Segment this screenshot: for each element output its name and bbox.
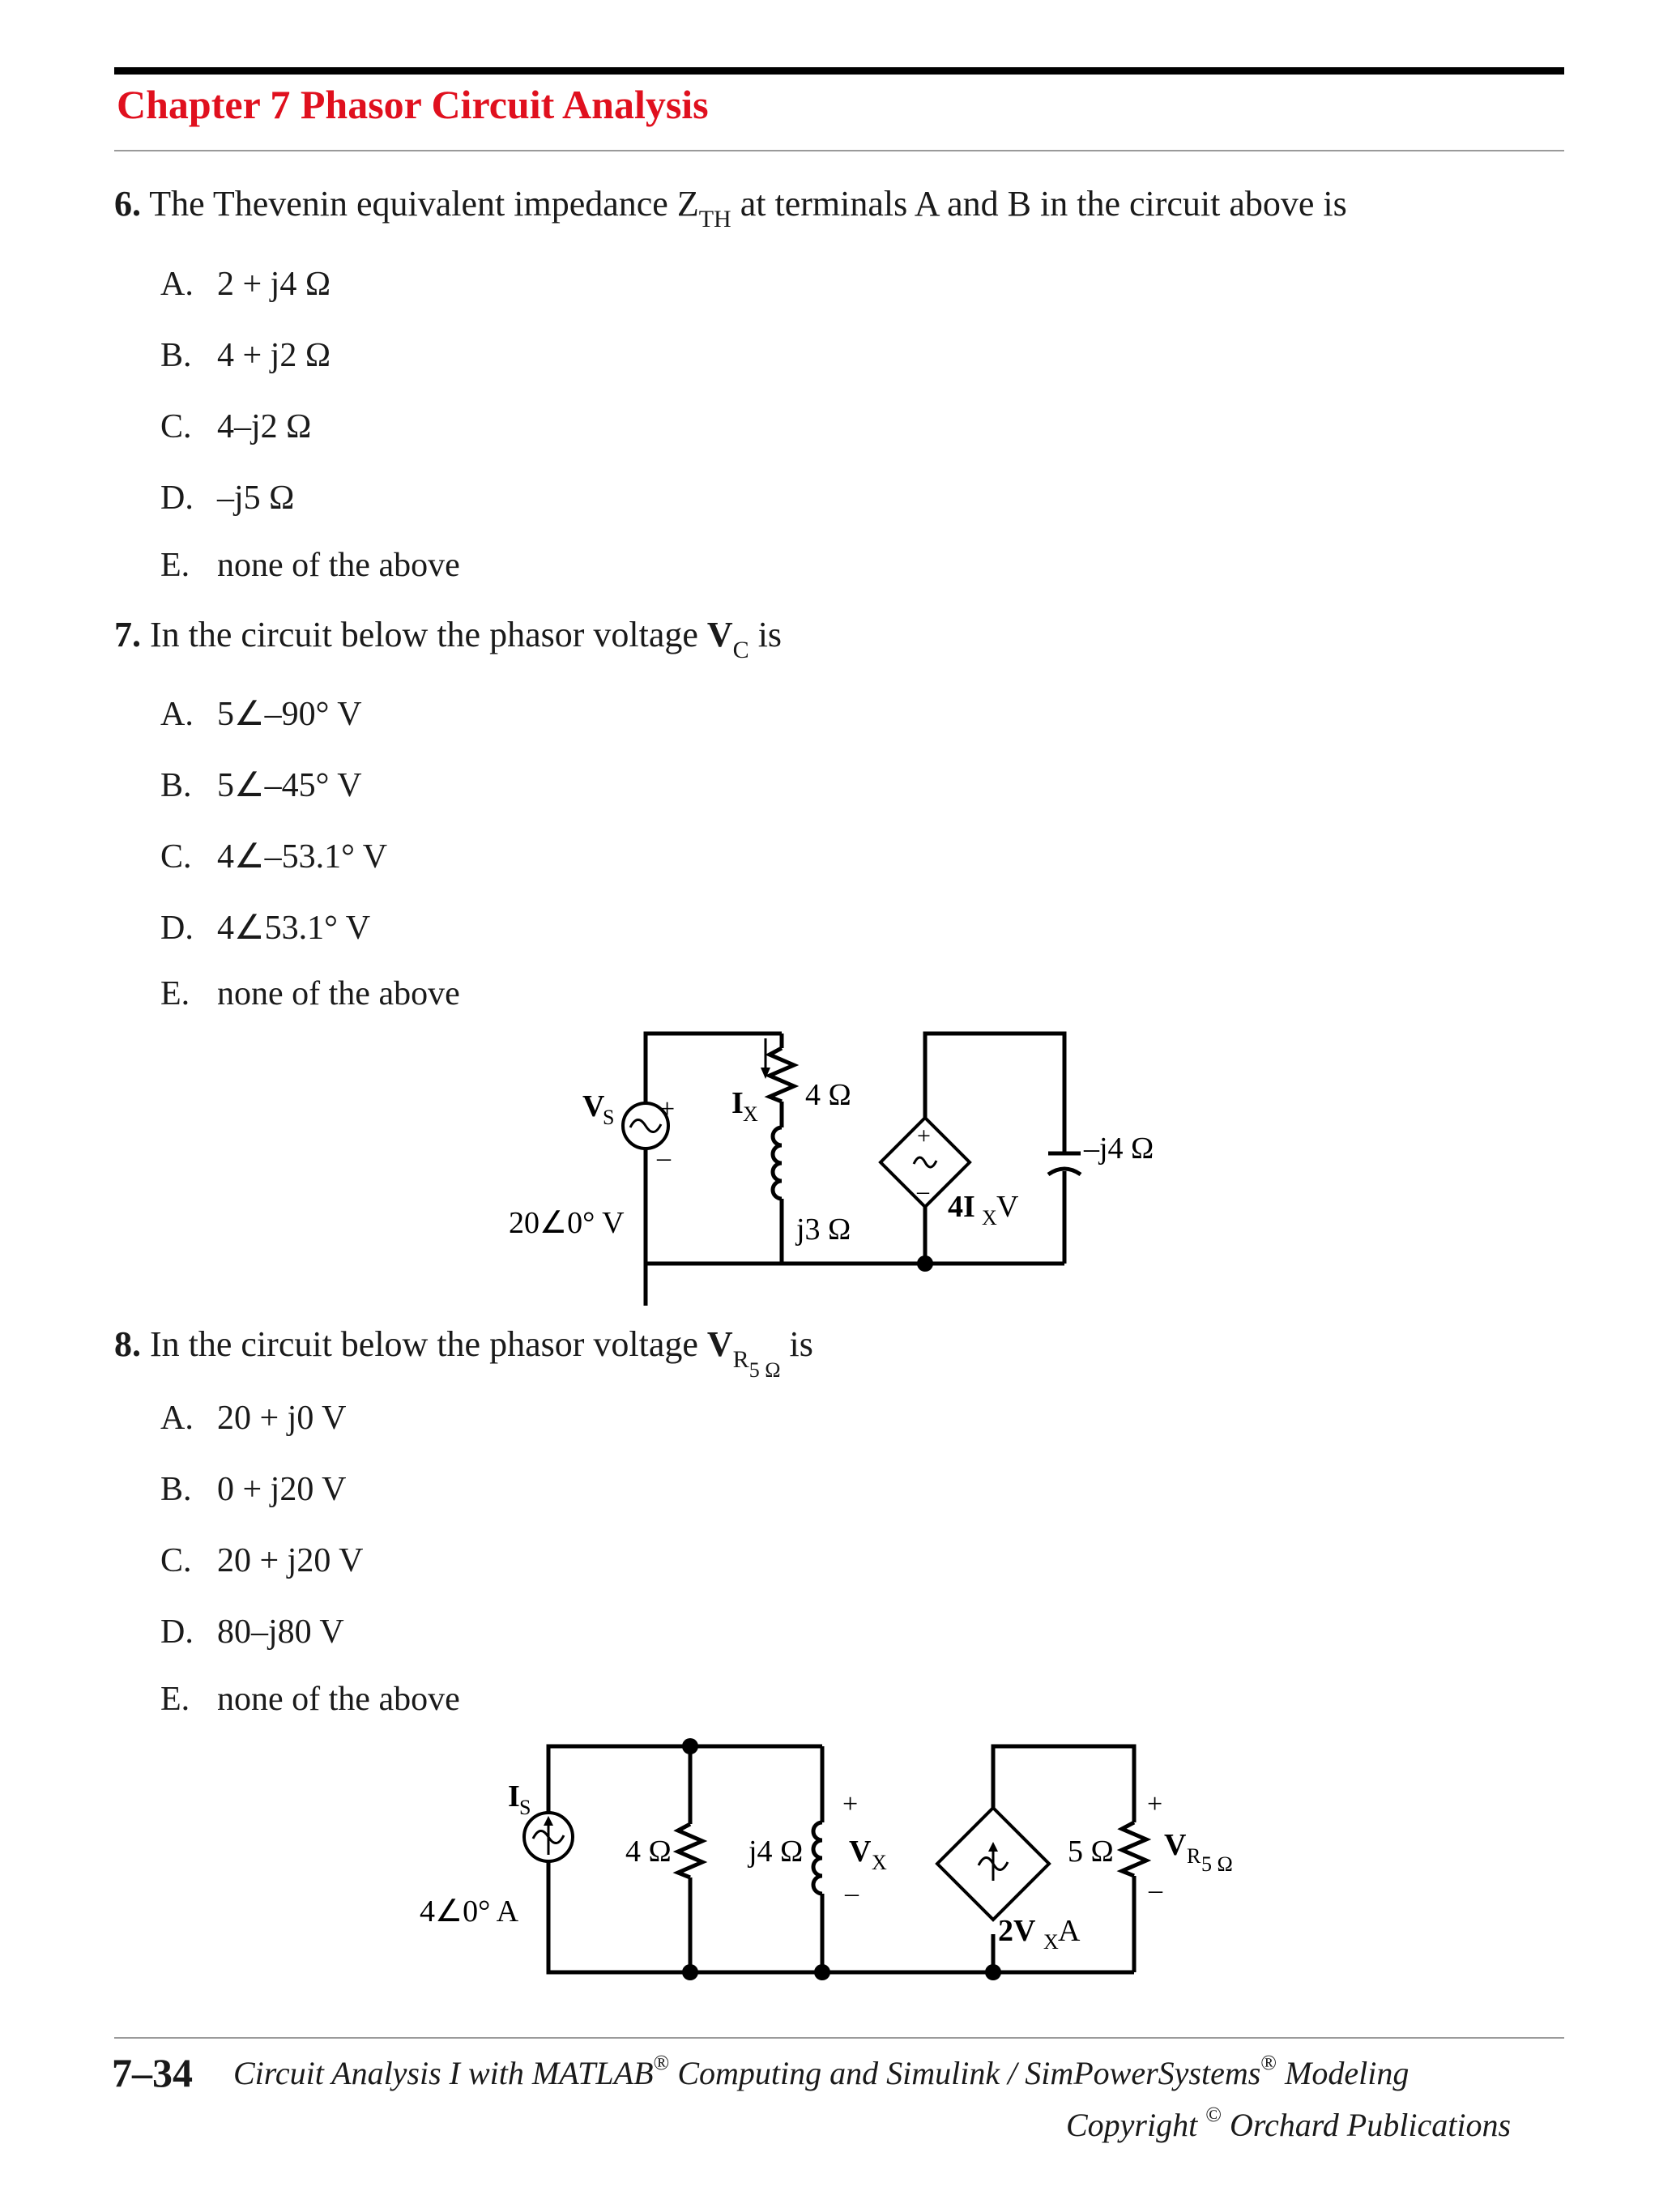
junction-dot [682, 1964, 698, 1980]
r-4ohm-label: 4 Ω [625, 1835, 672, 1869]
svg-text:I: I [731, 1086, 744, 1120]
junction-dot [917, 1255, 933, 1272]
svg-text:+: + [1147, 1789, 1163, 1819]
is-label: I [508, 1779, 520, 1813]
circuit-diagram-2 [389, 1725, 1312, 1993]
svg-text:V: V [996, 1190, 1019, 1224]
is-value: 4∠0° A [420, 1894, 519, 1929]
junction-dot [682, 1738, 698, 1754]
q7-option-d[interactable]: D. 4∠53.1° V [160, 910, 371, 947]
svg-text:X: X [872, 1851, 887, 1874]
vs-value: 20∠0° V [509, 1206, 625, 1240]
svg-text:+: + [659, 1094, 676, 1124]
q7-option-b[interactable]: B. 5∠–45° V [160, 767, 362, 804]
svg-text:R: R [1187, 1844, 1201, 1868]
copyright: Copyright © Orchard Publications [1066, 2103, 1512, 2143]
q6-option-a[interactable]: A. 2 + j4 Ω [160, 266, 331, 303]
svg-text:X: X [982, 1206, 997, 1230]
r-4ohm-label: 4 Ω [805, 1078, 851, 1112]
page-number: 7–34 [112, 2050, 193, 2095]
svg-text:X: X [743, 1102, 758, 1126]
svg-text:+: + [842, 1789, 859, 1819]
r-5ohm-label: 5 Ω [1068, 1835, 1114, 1869]
svg-text:S: S [519, 1796, 531, 1819]
svg-text:S: S [603, 1106, 615, 1129]
q7-option-c[interactable]: C. 4∠–53.1° V [160, 838, 388, 876]
svg-text:5 Ω: 5 Ω [1201, 1852, 1233, 1876]
chapter-title: Chapter 7 Phasor Circuit Analysis [117, 82, 709, 127]
q8-option-b[interactable]: B. 0 + j20 V [160, 1471, 347, 1508]
svg-text:X: X [1043, 1930, 1059, 1954]
top-rule [114, 67, 1564, 75]
q6-option-e[interactable]: E. none of the above [160, 547, 460, 584]
dep-source-label: 4I [948, 1190, 975, 1224]
vx-label: V [849, 1835, 872, 1869]
q8-option-e[interactable]: E. none of the above [160, 1681, 460, 1718]
junction-dot [814, 1964, 830, 1980]
q6-option-b[interactable]: B. 4 + j2 Ω [160, 337, 331, 374]
question-7: 7. In the circuit below the phasor voltage $V_C$ is [114, 615, 783, 663]
dep-source-label: 2V [998, 1914, 1036, 1948]
svg-text:–: – [845, 1878, 859, 1908]
circuit-diagram-1 [486, 1021, 1154, 1280]
svg-text:–: – [657, 1143, 671, 1173]
vs-label: V [582, 1089, 605, 1123]
l-j3-label: j3 Ω [796, 1213, 851, 1247]
svg-text:A: A [1058, 1914, 1081, 1948]
vr-label: V [1164, 1828, 1187, 1862]
question-6: 6. The Thevenin equivalent impedance $Z_{TH}$ at terminals A and B in the circuit above is [114, 184, 1347, 232]
q6-option-d[interactable]: D. –j5 Ω [160, 479, 295, 517]
q7-option-a[interactable]: A. 5∠–90° V [160, 696, 362, 733]
junction-dot [985, 1964, 1001, 1980]
svg-text:–: – [1149, 1875, 1162, 1905]
footer-divider [114, 2037, 1564, 2039]
header-divider [114, 150, 1564, 151]
q8-option-c[interactable]: C. 20 + j20 V [160, 1542, 364, 1579]
q7-option-e[interactable]: E. none of the above [160, 975, 460, 1012]
question-8: 8. In the circuit below the phasor voltage $V_{R5 \Omega}$ is [114, 1324, 813, 1382]
cap-label: –j4 Ω [1084, 1132, 1154, 1166]
l-j4-label: j4 Ω [748, 1835, 804, 1869]
svg-text:+: + [917, 1123, 931, 1149]
book-title: Circuit Analysis I with MATLAB® Computing and Simulink / SimPowerSystems® Modeling [233, 2051, 1410, 2091]
svg-text:–: – [917, 1178, 929, 1204]
q8-option-a[interactable]: A. 20 + j0 V [160, 1400, 347, 1437]
q8-option-d[interactable]: D. 80–j80 V [160, 1613, 344, 1651]
q6-option-c[interactable]: C. 4–j2 Ω [160, 408, 312, 445]
